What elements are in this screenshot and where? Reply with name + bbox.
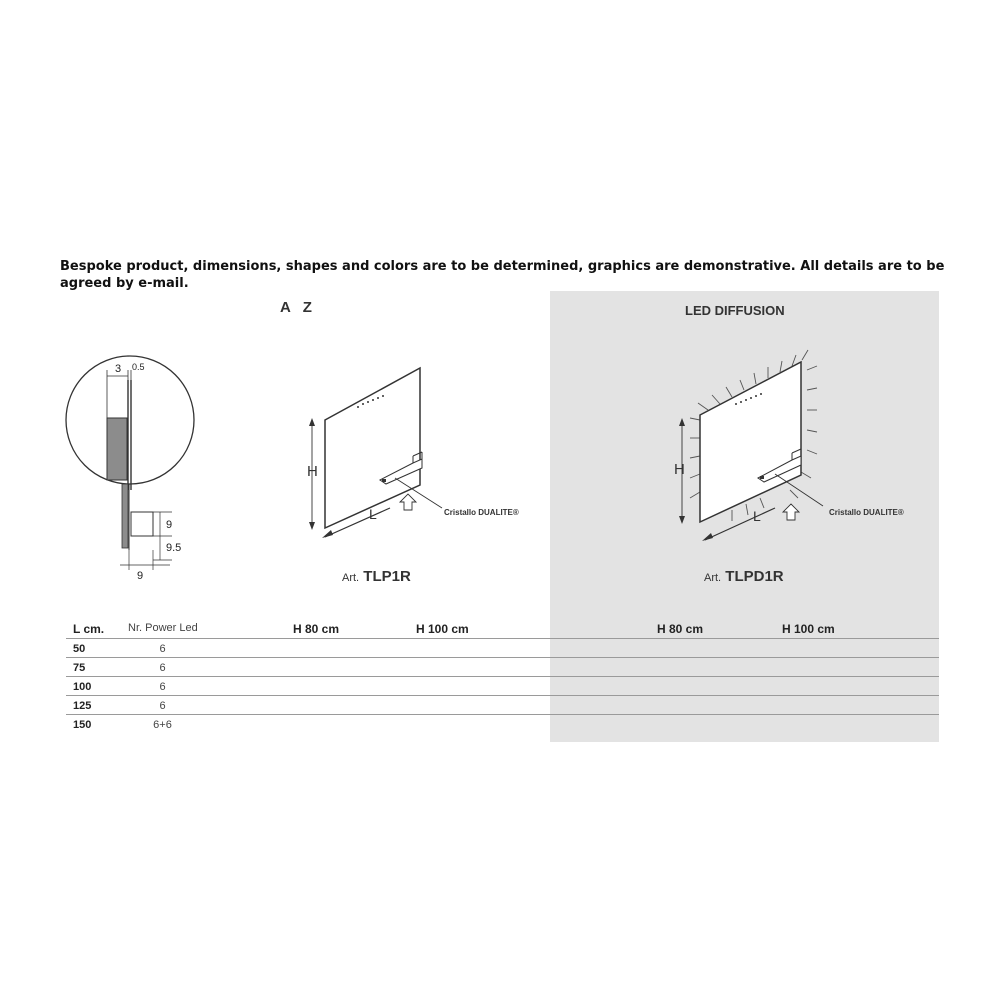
header-right-h100: H 100 cm	[782, 622, 835, 636]
table-cell-length: 75	[73, 662, 86, 674]
right-heading: LED DIFFUSION	[685, 303, 785, 318]
dim-0-5: 0.5	[132, 362, 145, 372]
left-article	[342, 568, 411, 585]
table-cell-length: 100	[73, 681, 92, 693]
left-glass-label: Cristallo DUALITE®	[444, 508, 519, 517]
right-article	[704, 568, 784, 585]
right-l-label: L	[753, 508, 761, 524]
header-left-h100: H 100 cm	[416, 622, 469, 636]
header-power-led: Nr. Power Led	[128, 622, 198, 634]
dim-9-bottom: 9	[137, 570, 144, 582]
header-length: L cm.	[73, 622, 105, 636]
left-l-label: L	[369, 506, 377, 522]
table-divider	[66, 676, 939, 677]
table-cell-power: 6	[159, 681, 166, 693]
table-divider	[66, 657, 939, 658]
table-divider	[66, 638, 939, 639]
table-divider	[66, 695, 939, 696]
table-cell-power: 6	[159, 700, 166, 712]
right-article-prefix: Art.	[704, 572, 722, 584]
right-h-label: H	[674, 461, 685, 478]
left-article-prefix: Art.	[342, 572, 360, 584]
profile-detail-drawing	[60, 350, 200, 590]
right-article-code: TLPD1R	[725, 568, 784, 585]
right-glass-label: Cristallo DUALITE®	[829, 508, 904, 517]
dim-9-top: 9	[166, 519, 173, 531]
table-cell-length: 150	[73, 719, 92, 731]
tlpd1r-mirror-drawing	[670, 340, 910, 550]
header-right-h80: H 80 cm	[657, 622, 704, 636]
left-h-label: H	[307, 463, 318, 480]
left-article-code: TLP1R	[363, 568, 411, 585]
table-cell-length: 50	[73, 643, 86, 655]
table-cell-power: 6+6	[153, 719, 172, 731]
dim-3: 3	[115, 363, 122, 375]
table-divider	[66, 714, 939, 715]
header-left-h80: H 80 cm	[293, 622, 340, 636]
dim-9-5: 9.5	[166, 542, 182, 554]
tlp1r-mirror-drawing	[300, 360, 540, 545]
table-cell-power: 6	[159, 662, 166, 674]
table-cell-length: 125	[73, 700, 92, 712]
left-heading: A Z	[280, 299, 312, 316]
table-cell-power: 6	[159, 643, 166, 655]
intro-text: Bespoke product, dimensions, shapes and colors are to be determined, graphics are demonstrative. All details are to be agreed by e-mail.	[60, 259, 945, 291]
